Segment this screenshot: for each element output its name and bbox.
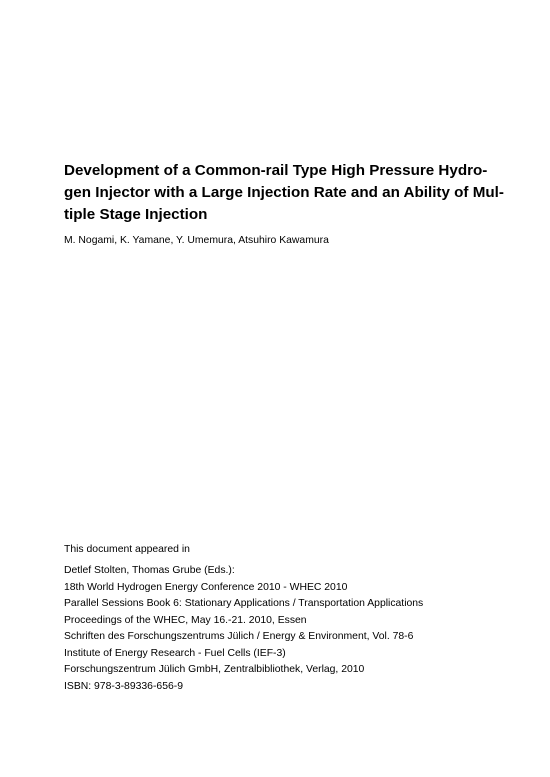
title-line-3: tiple Stage Injection [64,206,208,223]
publication-proceedings: Proceedings of the WHEC, May 16.-21. 2010, Essen [64,614,307,626]
publication-series: Schriften des Forschungszentrums Jülich / Energy & Environment, Vol. 78-6 [64,631,414,642]
paper-title [64,160,504,226]
publication-editors: Detlef Stolten, Thomas Grube (Eds.): [64,565,235,576]
author-list: M. Nogami, K. Yamane, Y. Umemura, Atsuhiro Kawamura [64,235,329,246]
publication-conference: 18th World Hydrogen Energy Conference 2010 - WHEC 2010 [64,581,348,593]
title-line-1: Development of a Common-rail Type High Pressure Hydro- [64,162,488,179]
publication-info [64,543,423,695]
publication-isbn: ISBN: 978-3-89336-656-9 [64,680,183,692]
publication-book: Parallel Sessions Book 6: Stationary Applications / Transportation Applications [64,598,424,609]
title-line-2: gen Injector with a Large Injection Rate and an Ability of Mul- [64,184,504,201]
publication-institute: Institute of Energy Research - Fuel Cells (IEF-3) [64,647,286,659]
publication-lead: This document appeared in [64,544,190,555]
publication-publisher: Forschungszentrum Jülich GmbH, Zentralbibliothek, Verlag, 2010 [64,664,365,675]
